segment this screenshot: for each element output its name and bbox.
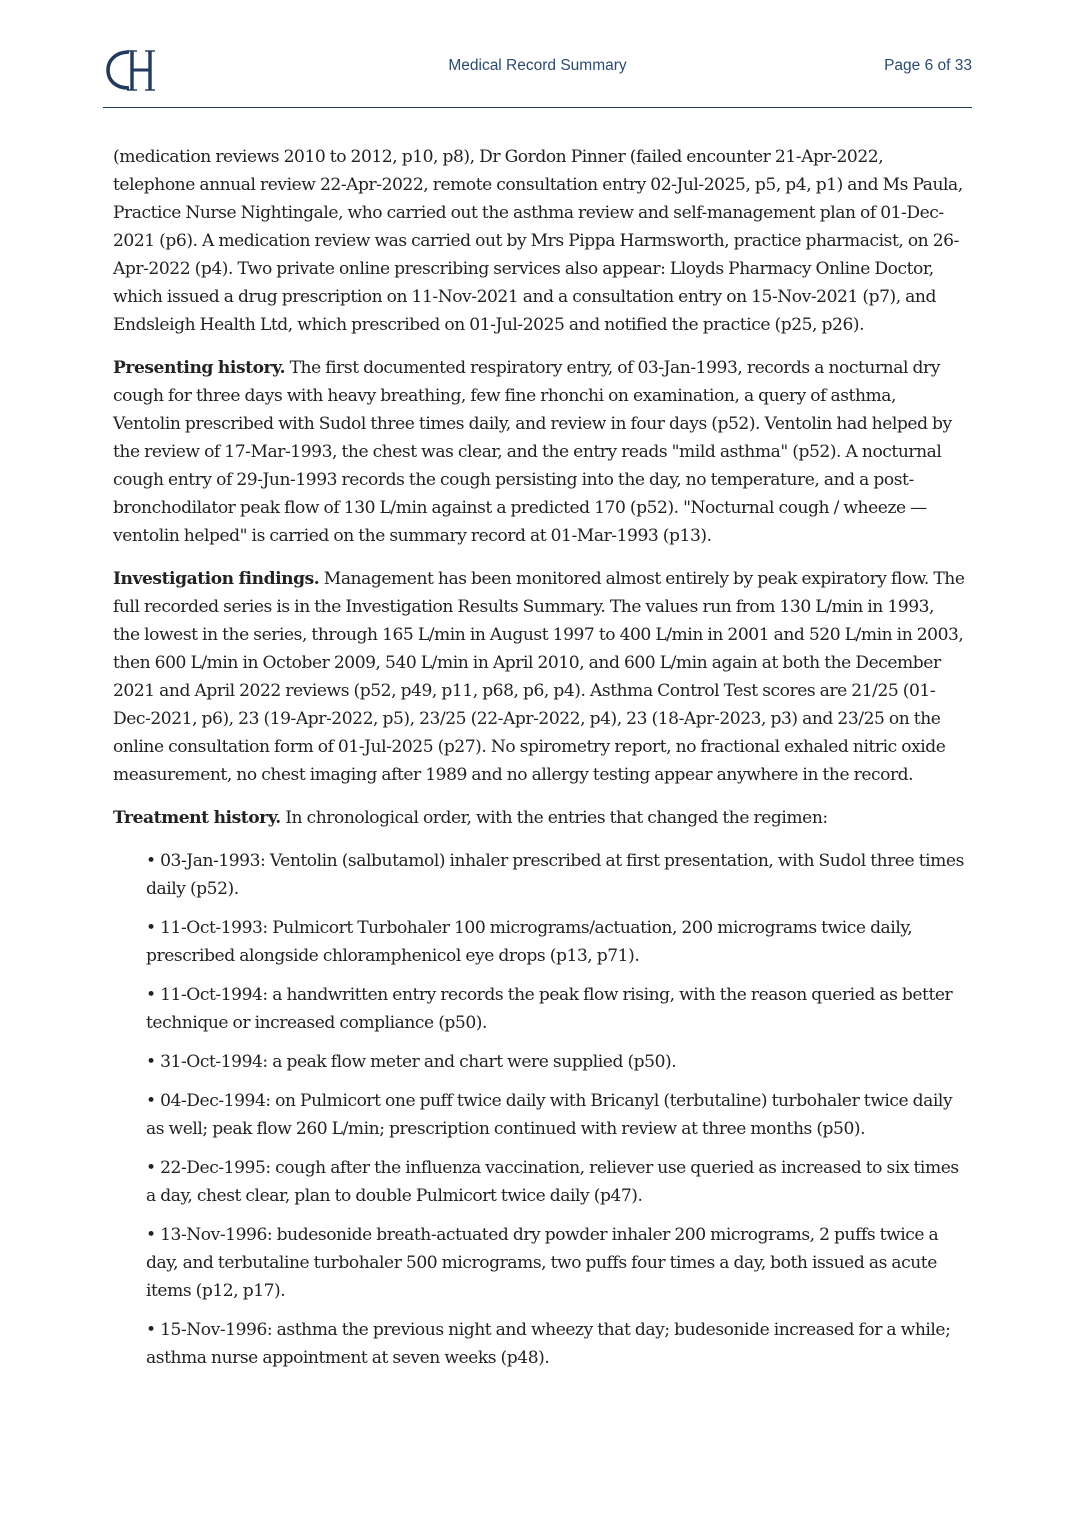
list-item: • 13-Nov-1996: budesonide breath-actuated dry powder inhaler 200 micrograms, 2 puffs twice a day, and terbutaline turbohaler 500 micrograms, two puffs four times a day, both issued as acute items (p12, p17). bbox=[146, 1221, 965, 1305]
investigation-findings-text: Management has been monitored almost entirely by peak expiratory flow. The full recorded series is in the Investigation Results Summary. The values run from 130 L/min in 1993, the lowest in the series, through 165 L/min in August 1997 to 400 L/min in 2001 and 520 L/min in 2003, then 600 L/min in October 2009, 540 L/min in April 2010, and 600 L/min again at both the December 2021 and April 2022 reviews (p52, p49, p11, p68, p6, p4). Asthma Control Test scores are 21/25 (01-Dec-2021, p6), 23 (19-Apr-2022, p5), 23/25 (22-Apr-2022, p4), 23 (18-Apr-2023, p3) and 23/25 on the online consultation form of 01-Jul-2025 (p27). No spirometry report, no fractional exhaled nitric oxide measurement, no chest imaging after 1989 and no allergy testing appear anywhere in the record. bbox=[113, 569, 965, 785]
investigation-findings-paragraph bbox=[113, 565, 965, 789]
treatment-history-heading: Treatment history. bbox=[113, 808, 281, 828]
treatment-history-paragraph bbox=[113, 804, 965, 832]
presenting-history-text: The first documented respiratory entry, of 03-Jan-1993, records a nocturnal dry cough for three days with heavy breathing, few fine rhonchi on examination, a query of asthma, Ventolin prescribed with Sudol three times daily, and review in four days (p52). Ventolin had helped by the review of 17-Mar-1993, the chest was clear, and the entry reads "mild asthma" (p52). A nocturnal cough entry of 29-Jun-1993 records the cough persisting into the day, no temperature, and a post-bronchodilator peak flow of 130 L/min against a predicted 170 (p52). "Nocturnal cough / wheeze — ventolin helped" is carried on the summary record at 01-Mar-1993 (p13). bbox=[113, 358, 952, 546]
intro-paragraph: (medication reviews 2010 to 2012, p10, p8), Dr Gordon Pinner (failed encounter 21-Apr-2022, telephone annual review 22-Apr-2022, remote consultation entry 02-Jul-2025, p5, p4, p1) and Ms Paula, Practice Nurse Nightingale, who carried out the asthma review and self-management plan of 01-Dec-2021 (p6). A medication review was carried out by Mrs Pippa Harmsworth, practice pharmacist, on 26-Apr-2022 (p4). Two private online prescribing services also appear: Lloyds Pharmacy Online Doctor, which issued a drug prescription on 11-Nov-2021 and a consultation entry on 15-Nov-2021 (p7), and Endsleigh Health Ltd, which prescribed on 01-Jul-2025 and notified the practice (p25, p26). bbox=[113, 147, 963, 335]
page-number: Page 6 of 33 bbox=[884, 57, 972, 74]
presenting-history-paragraph bbox=[113, 354, 965, 550]
presenting-history-heading: Presenting history. bbox=[113, 358, 286, 378]
investigation-findings-heading: Investigation findings. bbox=[113, 569, 320, 589]
document-title: Medical Record Summary bbox=[448, 57, 627, 74]
document-body bbox=[113, 143, 965, 1383]
treatment-history-intro: In chronological order, with the entries that changed the regimen: bbox=[285, 808, 828, 828]
page-header bbox=[103, 44, 972, 108]
list-item: • 22-Dec-1995: cough after the influenza vaccination, reliever use queried as increased to six times a day, chest clear, plan to double Pulmicort twice daily (p47). bbox=[146, 1154, 965, 1210]
list-item: • 15-Nov-1996: asthma the previous night and wheezy that day; budesonide increased for a while; asthma nurse appointment at seven weeks (p48). bbox=[146, 1316, 965, 1372]
list-item: • 03-Jan-1993: Ventolin (salbutamol) inhaler prescribed at first presentation, with Sudol three times daily (p52). bbox=[146, 847, 965, 903]
list-item: • 11-Oct-1993: Pulmicort Turbohaler 100 micrograms/actuation, 200 micrograms twice daily, prescribed alongside chloramphenicol eye drops (p13, p71). bbox=[146, 914, 965, 970]
list-item: • 04-Dec-1994: on Pulmicort one puff twice daily with Bricanyl (terbutaline) turbohaler twice daily as well; peak flow 260 L/min; prescription continued with review at three months (p50). bbox=[146, 1087, 965, 1143]
list-item: • 31-Oct-1994: a peak flow meter and chart were supplied (p50). bbox=[146, 1048, 965, 1076]
list-item: • 11-Oct-1994: a handwritten entry records the peak flow rising, with the reason queried as better technique or increased compliance (p50). bbox=[146, 981, 965, 1037]
treatment-list bbox=[113, 847, 965, 1372]
